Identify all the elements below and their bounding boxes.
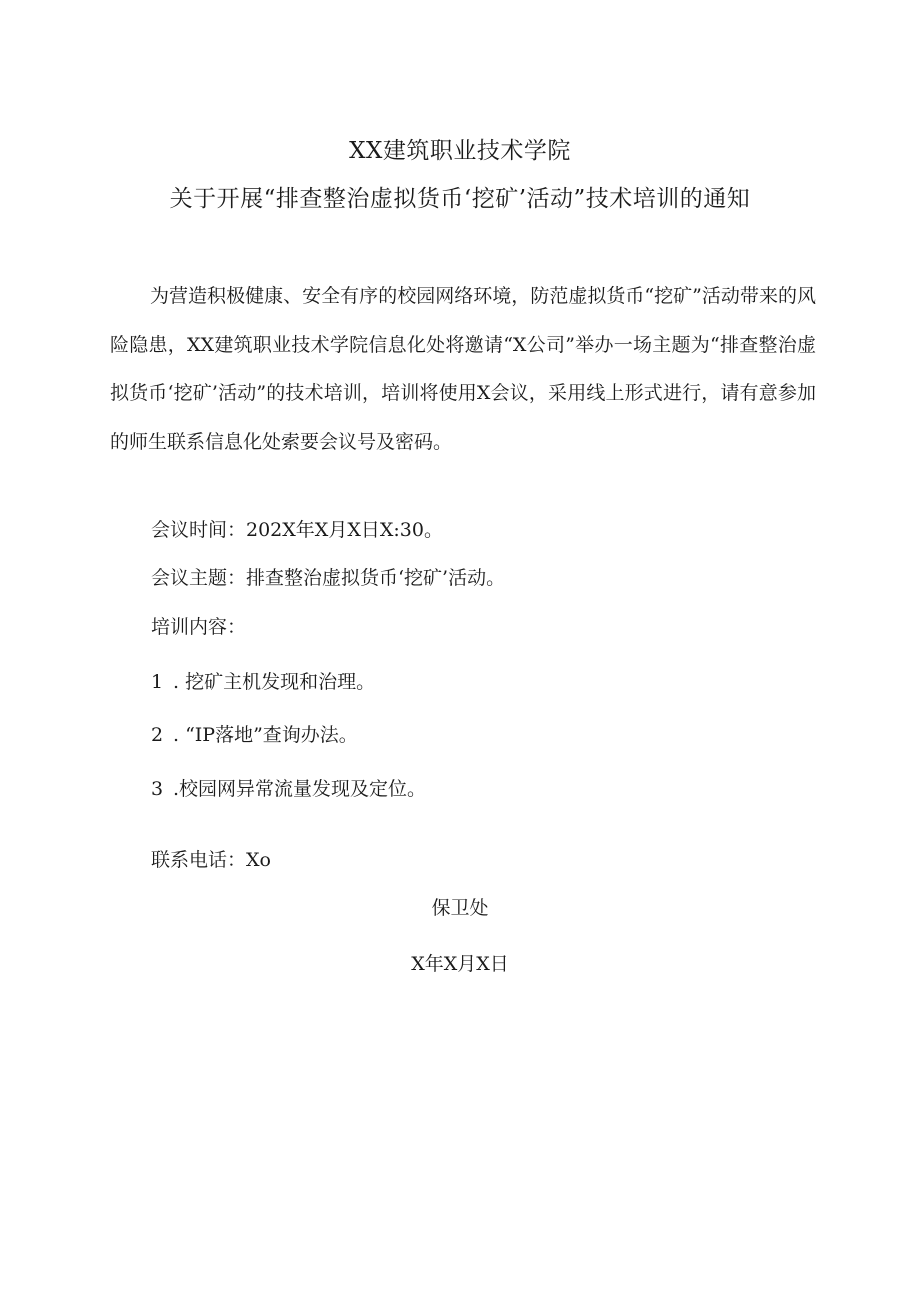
list-item-text: . “IP落地”查询办法。 <box>173 724 358 746</box>
institution-title: XX建筑职业技术学院 <box>349 138 571 164</box>
list-item <box>151 774 426 804</box>
list-item-text: .校园网异常流量发现及定位。 <box>173 778 427 800</box>
intro-paragraph: 为营造积极健康、安全有序的校园网络环境，防范虚拟货币“挖矿”活动带来的风险隐患，XX建筑职业技术学院信息化处将邀请“X公司”举办一场主题为“排查整治虚拟货币‘挖矿’活动”的技术培训，培训将使用X会议，采用线上形式进行，请有意参加的师生联系信息化处索要会议号及密码。 <box>110 285 816 453</box>
list-item <box>151 720 358 750</box>
training-content-label: 培训内容： <box>151 616 247 638</box>
list-item-number: 3 <box>151 778 164 800</box>
meeting-time: 会议时间：202X年X月X日X:30。 <box>151 519 443 541</box>
list-item-number: 1 <box>151 671 164 693</box>
notice-title: 关于开展“排查整治虚拟货币‘挖矿’活动”技术培训的通知 <box>169 186 751 212</box>
signature-department: 保卫处 <box>431 897 489 919</box>
list-item <box>151 667 375 697</box>
signature-date: X年X月X日 <box>411 953 509 975</box>
list-item-number: 2 <box>151 724 164 746</box>
list-item-text: . 挖矿主机发现和治理。 <box>173 671 376 693</box>
contact-phone: 联系电话：Xo <box>151 849 271 871</box>
meeting-topic: 会议主题：排查整治虚拟货币‘挖矿’活动。 <box>151 567 506 589</box>
